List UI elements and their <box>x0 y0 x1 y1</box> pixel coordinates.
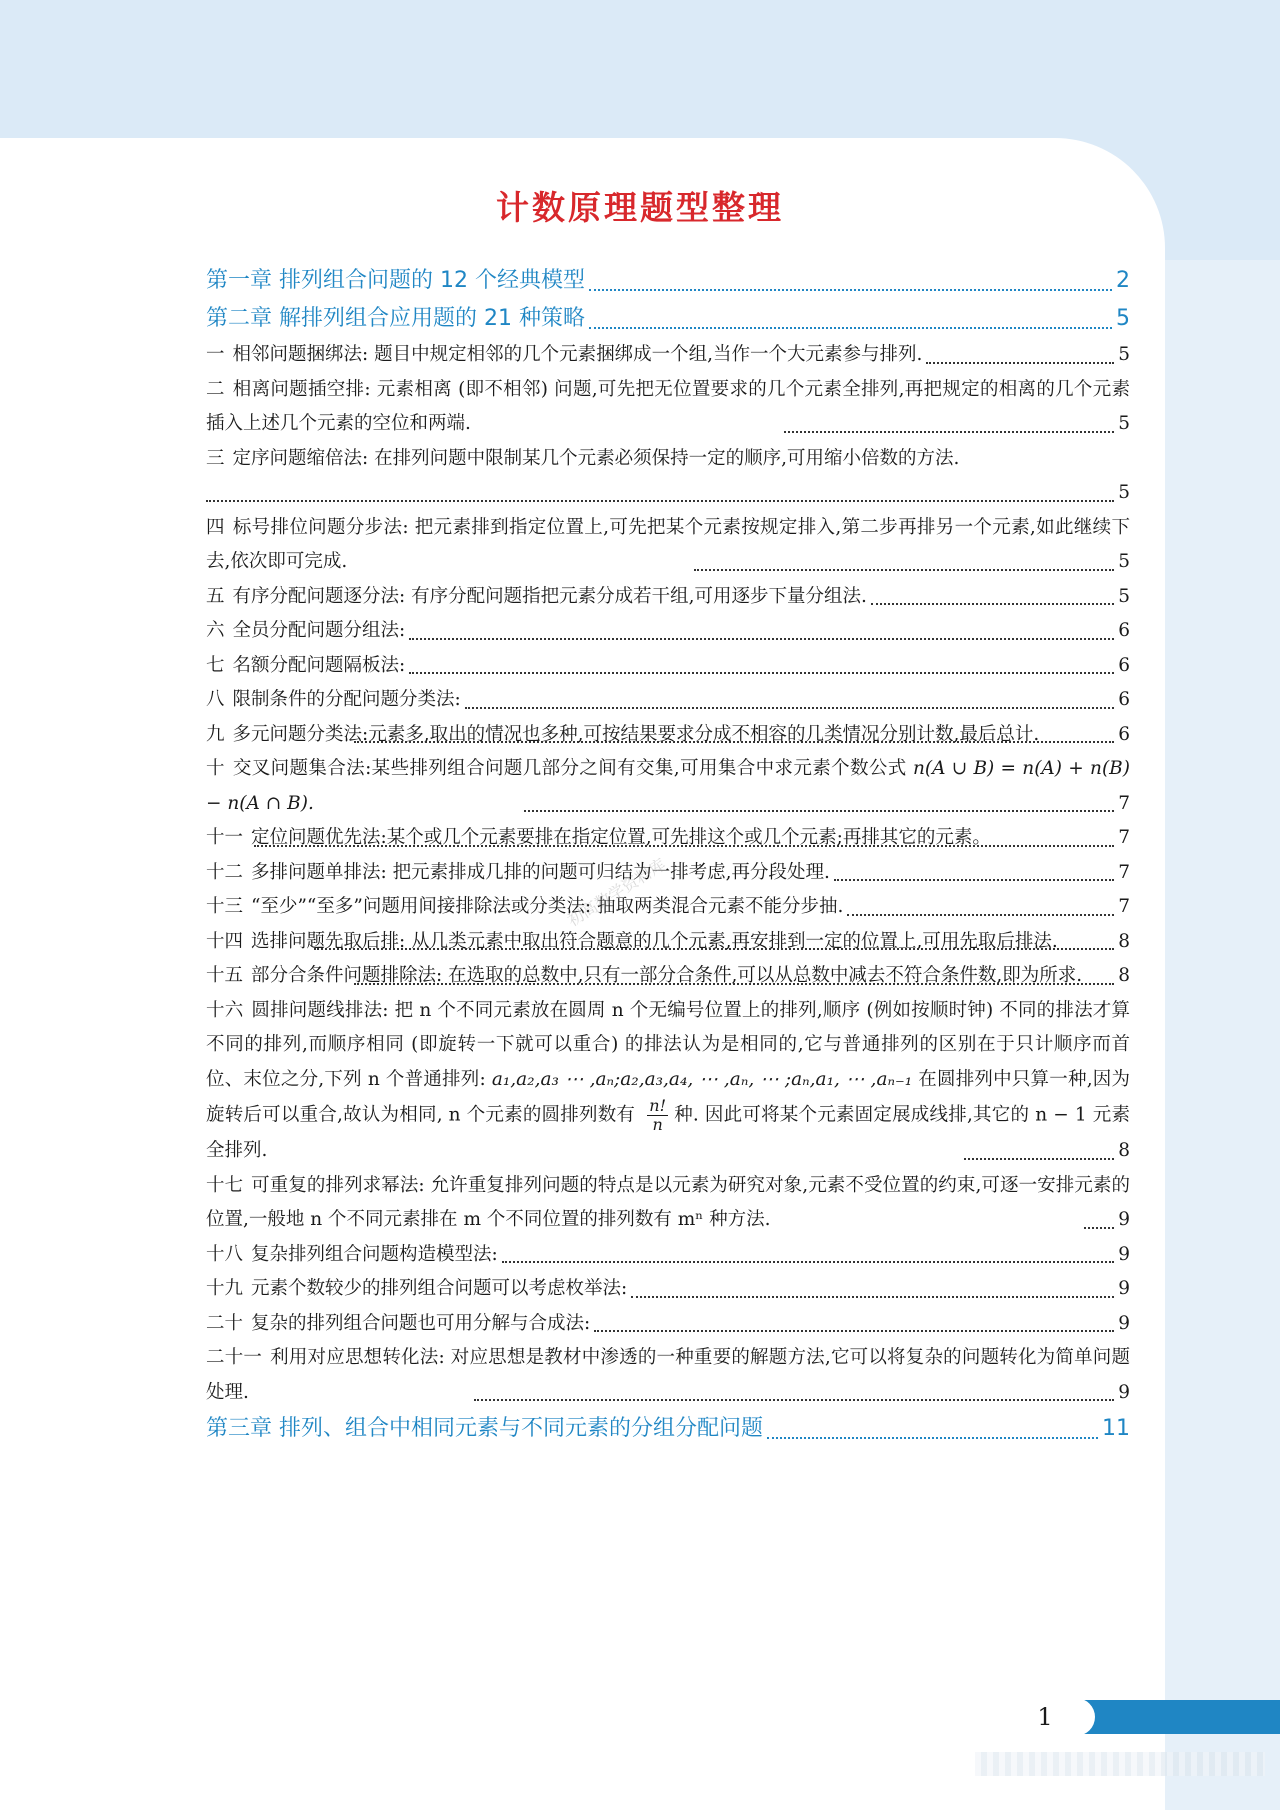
entry-number: 十二 <box>206 861 244 883</box>
dot-leader <box>206 500 1114 502</box>
page-title: 计数原理题型整理 <box>496 188 784 227</box>
entry-page: 7 <box>1118 827 1130 848</box>
entry-text: 标号排位问题分步法: 把元素排到指定位置上,可先把某个元素按规定排入,第二步再排另一个元素,如此继续下去,依次即可完成. <box>206 516 1130 572</box>
entry-page: 8 <box>1118 1140 1130 1161</box>
entry-text: 元素个数较少的排列组合问题可以考虑枚举法: <box>251 1278 628 1299</box>
right-margin-strip <box>1165 260 1280 1810</box>
dot-leader <box>834 879 1114 881</box>
entry-page: 5 <box>1118 482 1130 503</box>
dot-leader <box>465 707 1114 709</box>
dot-leader <box>847 914 1114 916</box>
dot-leader <box>871 603 1114 605</box>
dot-leader <box>694 569 1114 571</box>
dot-leader <box>354 741 1114 743</box>
dot-leader <box>589 327 1112 329</box>
dot-leader <box>926 362 1114 364</box>
entry-number: 一 <box>206 344 225 365</box>
entry-number: 九 <box>206 723 225 745</box>
entry-text: 相邻问题捆绑法: 题目中规定相邻的几个元素捆绑成一个组,当作一个大元素参与排列. <box>232 344 923 365</box>
entry-text: 相离问题插空排: 元素相离 (即不相邻) 问题,可先把无位置要求的几个元素全排列,再把规定的相离的几个元素插入上述几个元素的空位和两端. <box>206 378 1130 434</box>
entry-number: 五 <box>206 585 225 607</box>
entry-text: 有序分配问题逐分法: 有序分配问题指把元素分成若干组,可用逐步下量分组法. <box>232 585 867 607</box>
entry-number: 六 <box>206 620 225 641</box>
entry-number: 二十一 <box>206 1347 263 1368</box>
entry-page: 6 <box>1118 689 1130 710</box>
entry-number: 十七 <box>206 1174 244 1196</box>
entry-page: 7 <box>1118 861 1130 883</box>
dot-leader <box>524 810 1114 812</box>
entry-page: 6 <box>1118 620 1130 641</box>
dot-leader <box>767 1437 1098 1439</box>
chapter-label: 第一章 排列组合问题的 12 个经典模型 <box>206 268 585 293</box>
toc-entry[interactable] <box>206 1238 1130 1273</box>
entry-number: 十六 <box>206 999 244 1021</box>
entry-number: 十一 <box>206 827 244 848</box>
toc-entry[interactable] <box>206 718 1130 753</box>
entry-number: 二十 <box>206 1312 244 1334</box>
toc-entry-tail <box>206 476 1130 511</box>
dot-leader <box>1084 1227 1114 1229</box>
entry-number: 四 <box>206 516 225 538</box>
dot-leader <box>409 672 1114 674</box>
entry-page: 9 <box>1118 1312 1130 1334</box>
entry-number: 十九 <box>206 1278 244 1299</box>
entry-text: 复杂排列组合问题构造模型法: <box>251 1243 498 1265</box>
watermark: 初高数学资料库 <box>564 854 670 931</box>
toc-entry[interactable] <box>206 683 1130 718</box>
toc-chapter-3[interactable] <box>206 1410 1130 1448</box>
sequence-formula: a₁,a₂,a₃ ⋯ ,aₙ;a₂,a₃,a₄, ⋯ ,aₙ, ⋯ ;aₙ,a₁, ⋯ ,aₙ₋₁ <box>491 1068 913 1090</box>
entry-text: 选排问题先取后排: 从几类元素中取出符合题意的几个元素,再安排到一定的位置上,可用先取后排法. <box>251 930 1058 952</box>
toc-entry[interactable] <box>206 580 1130 615</box>
entry-text: 限制条件的分配问题分类法: <box>232 689 461 710</box>
chapter-page: 2 <box>1116 268 1130 293</box>
entry-text: 利用对应思想转化法: 对应思想是教材中渗透的一种重要的解题方法,它可以将复杂的问题转化为简单问题处理. <box>206 1347 1130 1403</box>
entry-number: 三 <box>206 447 225 469</box>
toc-entry[interactable] <box>206 1307 1130 1342</box>
entry-page: 9 <box>1118 1243 1130 1265</box>
chapter-label: 第三章 排列、组合中相同元素与不同元素的分组分配问题 <box>206 1416 763 1441</box>
entry-page: 5 <box>1118 585 1130 607</box>
entry-page: 9 <box>1118 1278 1130 1299</box>
dot-leader <box>502 1261 1114 1263</box>
toc-entry[interactable] <box>206 649 1130 684</box>
toc-entry[interactable] <box>206 614 1130 649</box>
entry-text: 全员分配问题分组法: <box>232 620 406 641</box>
dot-leader <box>474 1399 1114 1401</box>
entry-number: 十三 <box>206 896 244 917</box>
dot-leader <box>784 431 1114 433</box>
entry-text: “至少”“至多”问题用间接排除法或分类法: 抽取两类混合元素不能分步抽. <box>251 896 844 917</box>
entry-number: 十八 <box>206 1243 244 1265</box>
entry-text: 多排问题单排法: 把元素排成几排的问题可归结为一排考虑,再分段处理. <box>251 861 830 883</box>
entry-text: 多元问题分类法:元素多,取出的情况也多种,可按结果要求分成不相容的几类情况分别计数,最后总计. <box>232 723 1040 745</box>
entry-text: 交叉问题集合法:某些排列组合问题几部分之间有交集,可用集合中求元素个数公式 <box>232 758 907 779</box>
entry-page: 5 <box>1118 413 1130 434</box>
chapter-page: 11 <box>1102 1416 1130 1441</box>
entry-page: 9 <box>1118 1209 1130 1230</box>
entry-page: 6 <box>1118 723 1130 745</box>
set-formula: n(A ∪ B) = n(A) + n(B) − n(A ∩ B). <box>206 758 1130 814</box>
entry-page: 8 <box>1118 965 1130 986</box>
entry-page: 5 <box>1118 344 1130 365</box>
entry-text-end: 种. 因此可将某个元素固定展成线排,其它的 n − 1 元素全排列. <box>206 1104 1130 1161</box>
entry-text: 复杂的排列组合问题也可用分解与合成法: <box>251 1312 591 1334</box>
entry-number: 十五 <box>206 965 244 986</box>
entry-text: 圆排问题线排法: 把 n 个不同元素放在圆周 n 个无编号位置上的排列,顺序 (例如按顺时钟) 不同的排法才算不同的排列,而顺序相同 (即旋转一下就可以重合) 的排法认为是相同的,它与普通排列的区别在于只计顺序而首位、末位之分,下列 n 个普通排列: <box>206 999 1130 1090</box>
dot-leader <box>594 1330 1114 1332</box>
entry-page: 7 <box>1118 896 1130 917</box>
entry-text: 定位问题优先法:某个或几个元素要排在指定位置,可先排这个或几个元素;再排其它的元素。 <box>251 827 991 848</box>
toc-entry[interactable] <box>206 856 1130 891</box>
dot-leader <box>631 1296 1114 1298</box>
toc-chapter-2[interactable] <box>206 300 1130 338</box>
entry-page: 9 <box>1118 1381 1130 1403</box>
fraction-numerator: n! <box>649 1096 666 1115</box>
entry-text: 可重复的排列求幂法: 允许重复排列问题的特点是以元素为研究对象,元素不受位置的约束,可逐一安排元素的位置,一般地 n 个不同元素排在 m 个不同位置的排列数有 mⁿ 种方法. <box>206 1174 1130 1230</box>
fraction-denominator: n <box>652 1115 663 1134</box>
toc-entry[interactable] <box>206 338 1130 373</box>
dot-leader <box>354 983 1114 985</box>
dot-leader <box>314 948 1114 950</box>
toc-chapter-1[interactable] <box>206 262 1130 300</box>
chapter-page: 5 <box>1116 306 1130 331</box>
toc-entry-tail <box>206 1134 1130 1169</box>
chapter-label: 第二章 解排列组合应用题的 21 种策略 <box>206 306 585 331</box>
toc-entry[interactable] <box>206 925 1130 960</box>
dot-leader <box>254 845 1114 847</box>
entry-page: 6 <box>1118 654 1130 676</box>
entry-number: 七 <box>206 654 225 676</box>
entry-text: 部分合条件问题排除法: 在选取的总数中,只有一部分合条件,可以从总数中减去不符合条件数,即为所求. <box>251 965 1083 986</box>
entry-text: 定序问题缩倍法: 在排列问题中限制某几个元素必须保持一定的顺序,可用缩小倍数的方法. <box>232 447 960 469</box>
entry-number: 十四 <box>206 930 244 952</box>
entry-number: 十 <box>206 758 225 779</box>
toc-entry[interactable] <box>206 890 1130 925</box>
dot-leader <box>964 1158 1114 1160</box>
table-of-contents <box>206 262 1130 1448</box>
page-number: 1 <box>995 1698 1095 1736</box>
toc-entry-tail <box>206 787 1130 822</box>
toc-entry[interactable] <box>206 442 1130 477</box>
dot-leader <box>589 289 1112 291</box>
entry-page: 7 <box>1118 792 1130 814</box>
bottom-decoration <box>975 1752 1265 1776</box>
entry-page: 5 <box>1118 551 1130 572</box>
dot-leader <box>409 638 1114 640</box>
fraction <box>647 1097 668 1134</box>
entry-page: 8 <box>1118 930 1130 952</box>
entry-text: 名额分配问题隔板法: <box>232 654 406 676</box>
entry-number: 八 <box>206 689 225 710</box>
toc-entry[interactable] <box>206 959 1130 994</box>
entry-text-cont: 在圆排列中只算一种,因为旋转后可以重合,故认为相同, n 个元素的圆排列数有 <box>206 1068 1131 1126</box>
toc-entry[interactable] <box>206 1272 1130 1307</box>
toc-entry-tail <box>206 1376 1130 1411</box>
entry-number: 二 <box>206 378 225 400</box>
